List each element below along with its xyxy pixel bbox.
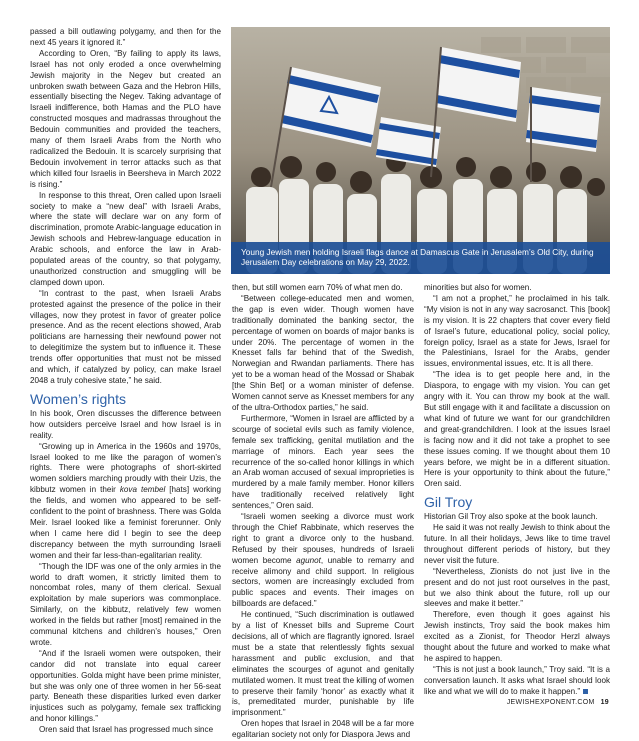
paragraph: “And if the Israeli women were outspoken, their candor did not translate into equal career opportunities. Golda might have been prime minister, but she was only one of three women in her 56-seat party. Beneath these disparities lurked even darker injustices such as polygamy, female sex trafficking and honor killings.” [30,648,221,724]
paragraph [30,442,221,562]
paragraph [232,512,414,610]
text-run: “Israeli women seeking a divorce must work through the Chief Rabbinate, which reserves the right to grant a divorce only to the husband. Refused by their spouses, hundreds of Israeli women become [232,512,414,565]
italic-term: kova tembel [119,485,166,495]
section-heading-womens-rights: Women’s rights [30,390,126,407]
text-run: “Growing up in America in the 1960s and 1970s, Israel looked to me like the paragon of women’s rights. There were photographs of short-skirted women soldiers marching proudly with their Uzis, the kibbutz women in their [30,441,221,495]
photo-illustration [231,27,610,274]
italic-term: agunot [296,555,321,565]
page-number: 19 [600,699,609,706]
paragraph: “Between college-educated men and women, the gap is even wider. Though women have traditionally dominated the banking sector, the percentage of women on boards of major banks is under 20%. The percentage of women in the Knesset falls far behind that of the Swedish, Norwegian and Rwandan parliaments. There has yet to be a woman head of the Mossad or Shabak [the Shin Bet] or a woman minister of defense. Women cannot serve as Knesset members for any of the ultra-Orthodox parties,” he said. [232,293,414,412]
paragraph: “Though the IDF was one of the only armies in the world to draft women, it strictly limited them to noncombat roles, many of them clerical. Sexual exploitation by male superiors was commonplace. Similarly, on the kibbutz, relatively few women worked in the fields but rather [most] remained in the communal kitchens and children’s houses,” Oren wrote. [30,561,221,647]
paragraph: “Nevertheless, Zionists do not just live in the present and do not just root ourselves in the past, but we also think about the future, roll up our sleeves and make it better.” [424,566,610,609]
photo-flag-celebration [231,27,610,274]
end-mark-icon [583,689,588,694]
text-run: “This is not just a book launch,” Troy said. “It is a conversation launch. It asks what Israel should look like and what we will do to make it happen.” [424,664,610,696]
text-run: [hats] working the fields, and women who appeared to be self-confident to the point of brashness. There was Golda Meir. Israel looked like a feminist forerunner. Only when I came here did I begin to see the deep discrepancy between the myth surrounding Israeli women and their far less-than-egalitarian reality. [30,485,222,560]
column-middle [232,283,414,741]
text-run: , unable to remarry and receive alimony and child support. In religious sectors, women are increasingly excluded from public spaces and events. Their images on billboards are defaced.” [232,555,414,609]
page-footer [507,699,609,706]
paragraph: Furthermore, “Women in Israel are afflicted by a scourge of societal evils such as family violence, female sex trafficking, genital mutilation and the marriage of minors. Each year sees the recurrence of the so-called honor killings in which an Arab woman accused of sexual improprieties is murdered by a male family member. Honor killers have traditionally received relatively light sentences,” Oren said. [232,413,414,511]
paragraph: Therefore, even though it goes against his Jewish instincts, Troy said the book makes him excited as a Zionist, for Theodor Herzl always thought about the future and worked to make what he aspired to happen. [424,610,610,663]
section-heading-gil-troy: Gil Troy [424,494,473,511]
paragraph [424,665,610,698]
paragraph: In his book, Oren discusses the difference between how outsiders perceive Israel and how Israel is in reality. [30,408,221,440]
paragraph: “I am not a prophet,” he proclaimed in his talk. “My vision is not in any way sacrosanct. This [book] is my vision. It is 22 chapters that cover every field of Israel’s future, educational policy, social policy, foreign policy, Israel as a state for Jews, Israel for the Palestinians, Israel for the Arabs, gender issues, environmental issues, etc. It is all there. [424,293,610,369]
column-left [30,27,221,736]
paragraph: According to Oren, “By failing to apply its laws, Israel has not only eroded a once overwhelming Jewish majority in the Negev but created an unbroken swath between Gaza and the Hebron Hills, essentially bisecting the Negev. Taking advantage of Israeli indifference, both Hamas and the PLO have constructed mosques and madrassas throughout the Bedouin communities and provided the teachers, many of them Israeli Arabs from the North who radicalized the Bedouin. It is scarcely surprising that Bedouin involvement in terror attacks such as that which killed four Israelis in Beersheva in March 2022 is rising.” [30,48,221,189]
paragraph: Oren said that Israel has progressed much since [39,725,214,735]
paragraph: He said it was not really Jewish to think about the future. In all their holidays, Jews like to time travel throughout different periods of history, but they never visit the future. [424,523,610,565]
column-right [424,283,610,698]
paragraph: He continued, “Such discrimination is outlawed by a list of Knesset bills and Supreme Court decisions, all of which are flagrantly ignored. Israel must be a state that relentlessly fights sexual harassment and public exclusion, and that eliminates the scourges of agunot and genitally mutilated women. It must treat the killing of women to preserve their family ‘honor’ as exactly what it is, premeditated murder, punishable by life imprisonment.” [232,610,414,718]
paragraph: In response to this threat, Oren called upon Israeli society to make a “new deal” with Israeli Arabs, where the state will declare war on any form of discrimination, promote Arabic-language education in Jewish schools and Hebrew-language education in Arabic schools, and enforce the law in Arab-populated areas of the country, so that polygamy, unauthorized construction and smuggling will be clamped down upon. [30,190,221,287]
paragraph: Oren hopes that Israel in 2048 will be a far more egalitarian society not only for Diaspora Jews and [232,719,414,740]
paragraph: minorities but also for women. [424,283,532,292]
paragraph: Historian Gil Troy also spoke at the book launch. [424,512,598,522]
paragraph: “In contrast to the past, when Israeli Arabs protested against the presence of the police in their villages, now they protest in favor of greater police presence. And as the recent elections showed, Arab politicians are harnessing their newfound power not to delegitimize the system but to influence it. These trends offer opportunities that must not be missed and which, if catalyzed by policy, can make Israel 2048 a truly cohesive state,” he said. [30,288,221,385]
paragraph: “The idea is to get people here and, in the Diaspora, to engage with my vision. You can get angry with it. You can throw my book at the wall. But still engage with it and facilitate a discussion on what kind of future we want for our grandchildren and great-grandchildren. I look at the issues Israel is facing now and it did not take a prophet to see these issues coming. If we thought about them 10 years before, we might be in a different situation. Here is your opportunity to think about the future,” Oren said. [424,370,610,489]
footer-site: JEWISHEXPONENT.COM [506,699,595,706]
paragraph: passed a bill outlawing polygamy, and then for the next 45 years it ignored it.” [30,27,221,47]
photo-caption: Young Jewish men holding Israeli flags dance at Damascus Gate in Jerusalem’s Old City, during Jerusalem Day celebrations on May 29, 2022. [231,242,610,274]
paragraph: then, but still women earn 70% of what men do. [232,283,403,292]
